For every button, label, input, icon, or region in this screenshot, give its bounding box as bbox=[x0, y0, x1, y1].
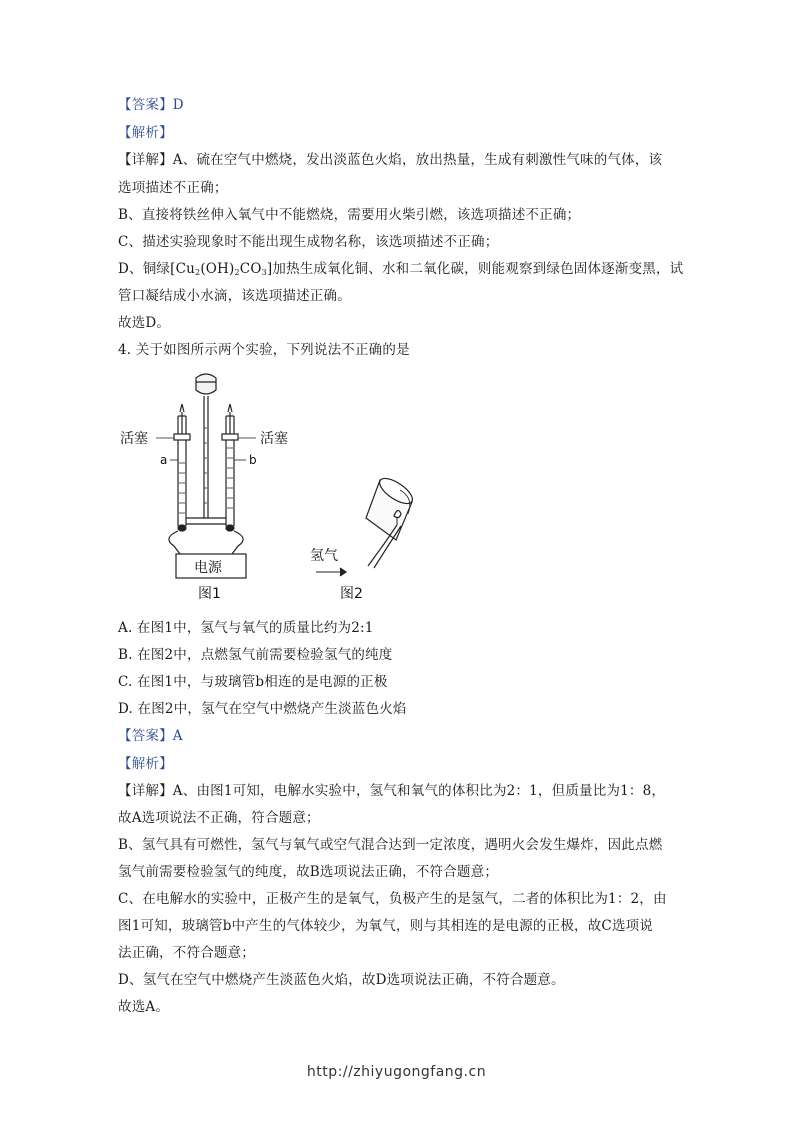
q4-detail-a-line2: 故A选项说法不正确，符合题意； bbox=[118, 810, 320, 826]
q3-analysis-label: 【解析】 bbox=[118, 125, 173, 141]
formula-text: CO bbox=[239, 261, 262, 277]
q4-detail-a-line1: 【详解】A、由图1可知，电解水实验中，氢气和氧气的体积比为2：1，但质量比为1：8， bbox=[118, 783, 666, 799]
q4-stem: 4. 关于如图所示两个实验，下列说法不正确的是 bbox=[118, 342, 410, 358]
formula-subscript: 2 bbox=[234, 268, 240, 277]
q3-option-b-analysis: B、直接将铁丝伸入氧气中不能燃烧，需要用火柴引燃，该选项描述不正确； bbox=[118, 207, 581, 223]
q3-answer: 【答案】D bbox=[118, 97, 184, 113]
q3-detail-line2: 选项描述不正确； bbox=[118, 180, 228, 196]
q4-detail-b-line1: B、氢气具有可燃性，氢气与氧气或空气混合达到一定浓度，遇明火会发生爆炸，因此点燃 bbox=[118, 837, 663, 853]
q4-detail-d: D、氢气在空气中燃烧产生淡蓝色火焰，故D选项说法正确，不符合题意。 bbox=[118, 972, 565, 988]
q3-option-d-analysis bbox=[118, 260, 683, 282]
q3-detail-line1: 【详解】A、硫在空气中燃烧，发出淡蓝色火焰，放出热量，生成有刺激性气味的气体，该 bbox=[118, 152, 663, 168]
q4-answer: 【答案】A bbox=[118, 728, 183, 744]
formula-text: D、铜绿[Cu bbox=[118, 261, 196, 277]
stopcock-label-left: 活塞 bbox=[120, 431, 148, 447]
q3-conclusion: 故选D。 bbox=[118, 315, 171, 331]
power-supply-label: 电源 bbox=[194, 560, 222, 576]
formula-text: ]加热生成氧化铜、水和二氧化碳，则能观察到绿色固体逐渐变黑，试 bbox=[266, 261, 684, 277]
q3-option-d-analysis-cont: 管口凝结成小水滴，该选项描述正确。 bbox=[118, 288, 351, 304]
formula-subscript: 2 bbox=[195, 268, 201, 277]
q4-detail-c-line3: 法正确，不符合题意； bbox=[118, 945, 255, 961]
tube-b-label: b bbox=[249, 453, 257, 467]
experiment-figure bbox=[118, 368, 418, 608]
q4-option-a: A. 在图1中，氢气与氧气的质量比约为2:1 bbox=[118, 620, 374, 636]
footer-url: http://zhiyugongfang.cn bbox=[306, 1064, 487, 1080]
hydrogen-label: 氢气 bbox=[310, 548, 338, 564]
q4-option-d: D. 在图2中，氢气在空气中燃烧产生淡蓝色火焰 bbox=[118, 701, 407, 717]
q4-detail-c-line2: 图1可知，玻璃管b中产生的气体较少，为氧气，则与其相连的是电源的正极，故C选项说 bbox=[118, 918, 654, 934]
formula-subscript: 3 bbox=[261, 268, 267, 277]
figure2-caption: 图2 bbox=[340, 586, 363, 602]
q4-analysis-label: 【解析】 bbox=[118, 756, 173, 772]
figure1-caption: 图1 bbox=[198, 586, 221, 602]
formula-text: (OH) bbox=[200, 261, 235, 277]
q4-detail-c-line1: C、在电解水的实验中，正极产生的是氧气，负极产生的是氢气，二者的体积比为1：2，由 bbox=[118, 891, 667, 907]
electrolysis-apparatus bbox=[156, 374, 256, 578]
stopcock-label-right: 活塞 bbox=[260, 431, 288, 447]
tube-a-label: a bbox=[160, 453, 168, 467]
q3-option-c-analysis: C、描述实验现象时不能出现生成物名称，该选项描述不正确； bbox=[118, 234, 499, 250]
q4-option-b: B. 在图2中，点燃氢气前需要检验氢气的纯度 bbox=[118, 647, 393, 663]
q4-detail-b-line2: 氢气前需要检验氢气的纯度，故B选项说法正确，不符合题意； bbox=[118, 864, 499, 880]
q4-option-c: C. 在图1中，与玻璃管b相连的是电源的正极 bbox=[118, 674, 388, 690]
q4-conclusion: 故选A。 bbox=[118, 999, 170, 1015]
